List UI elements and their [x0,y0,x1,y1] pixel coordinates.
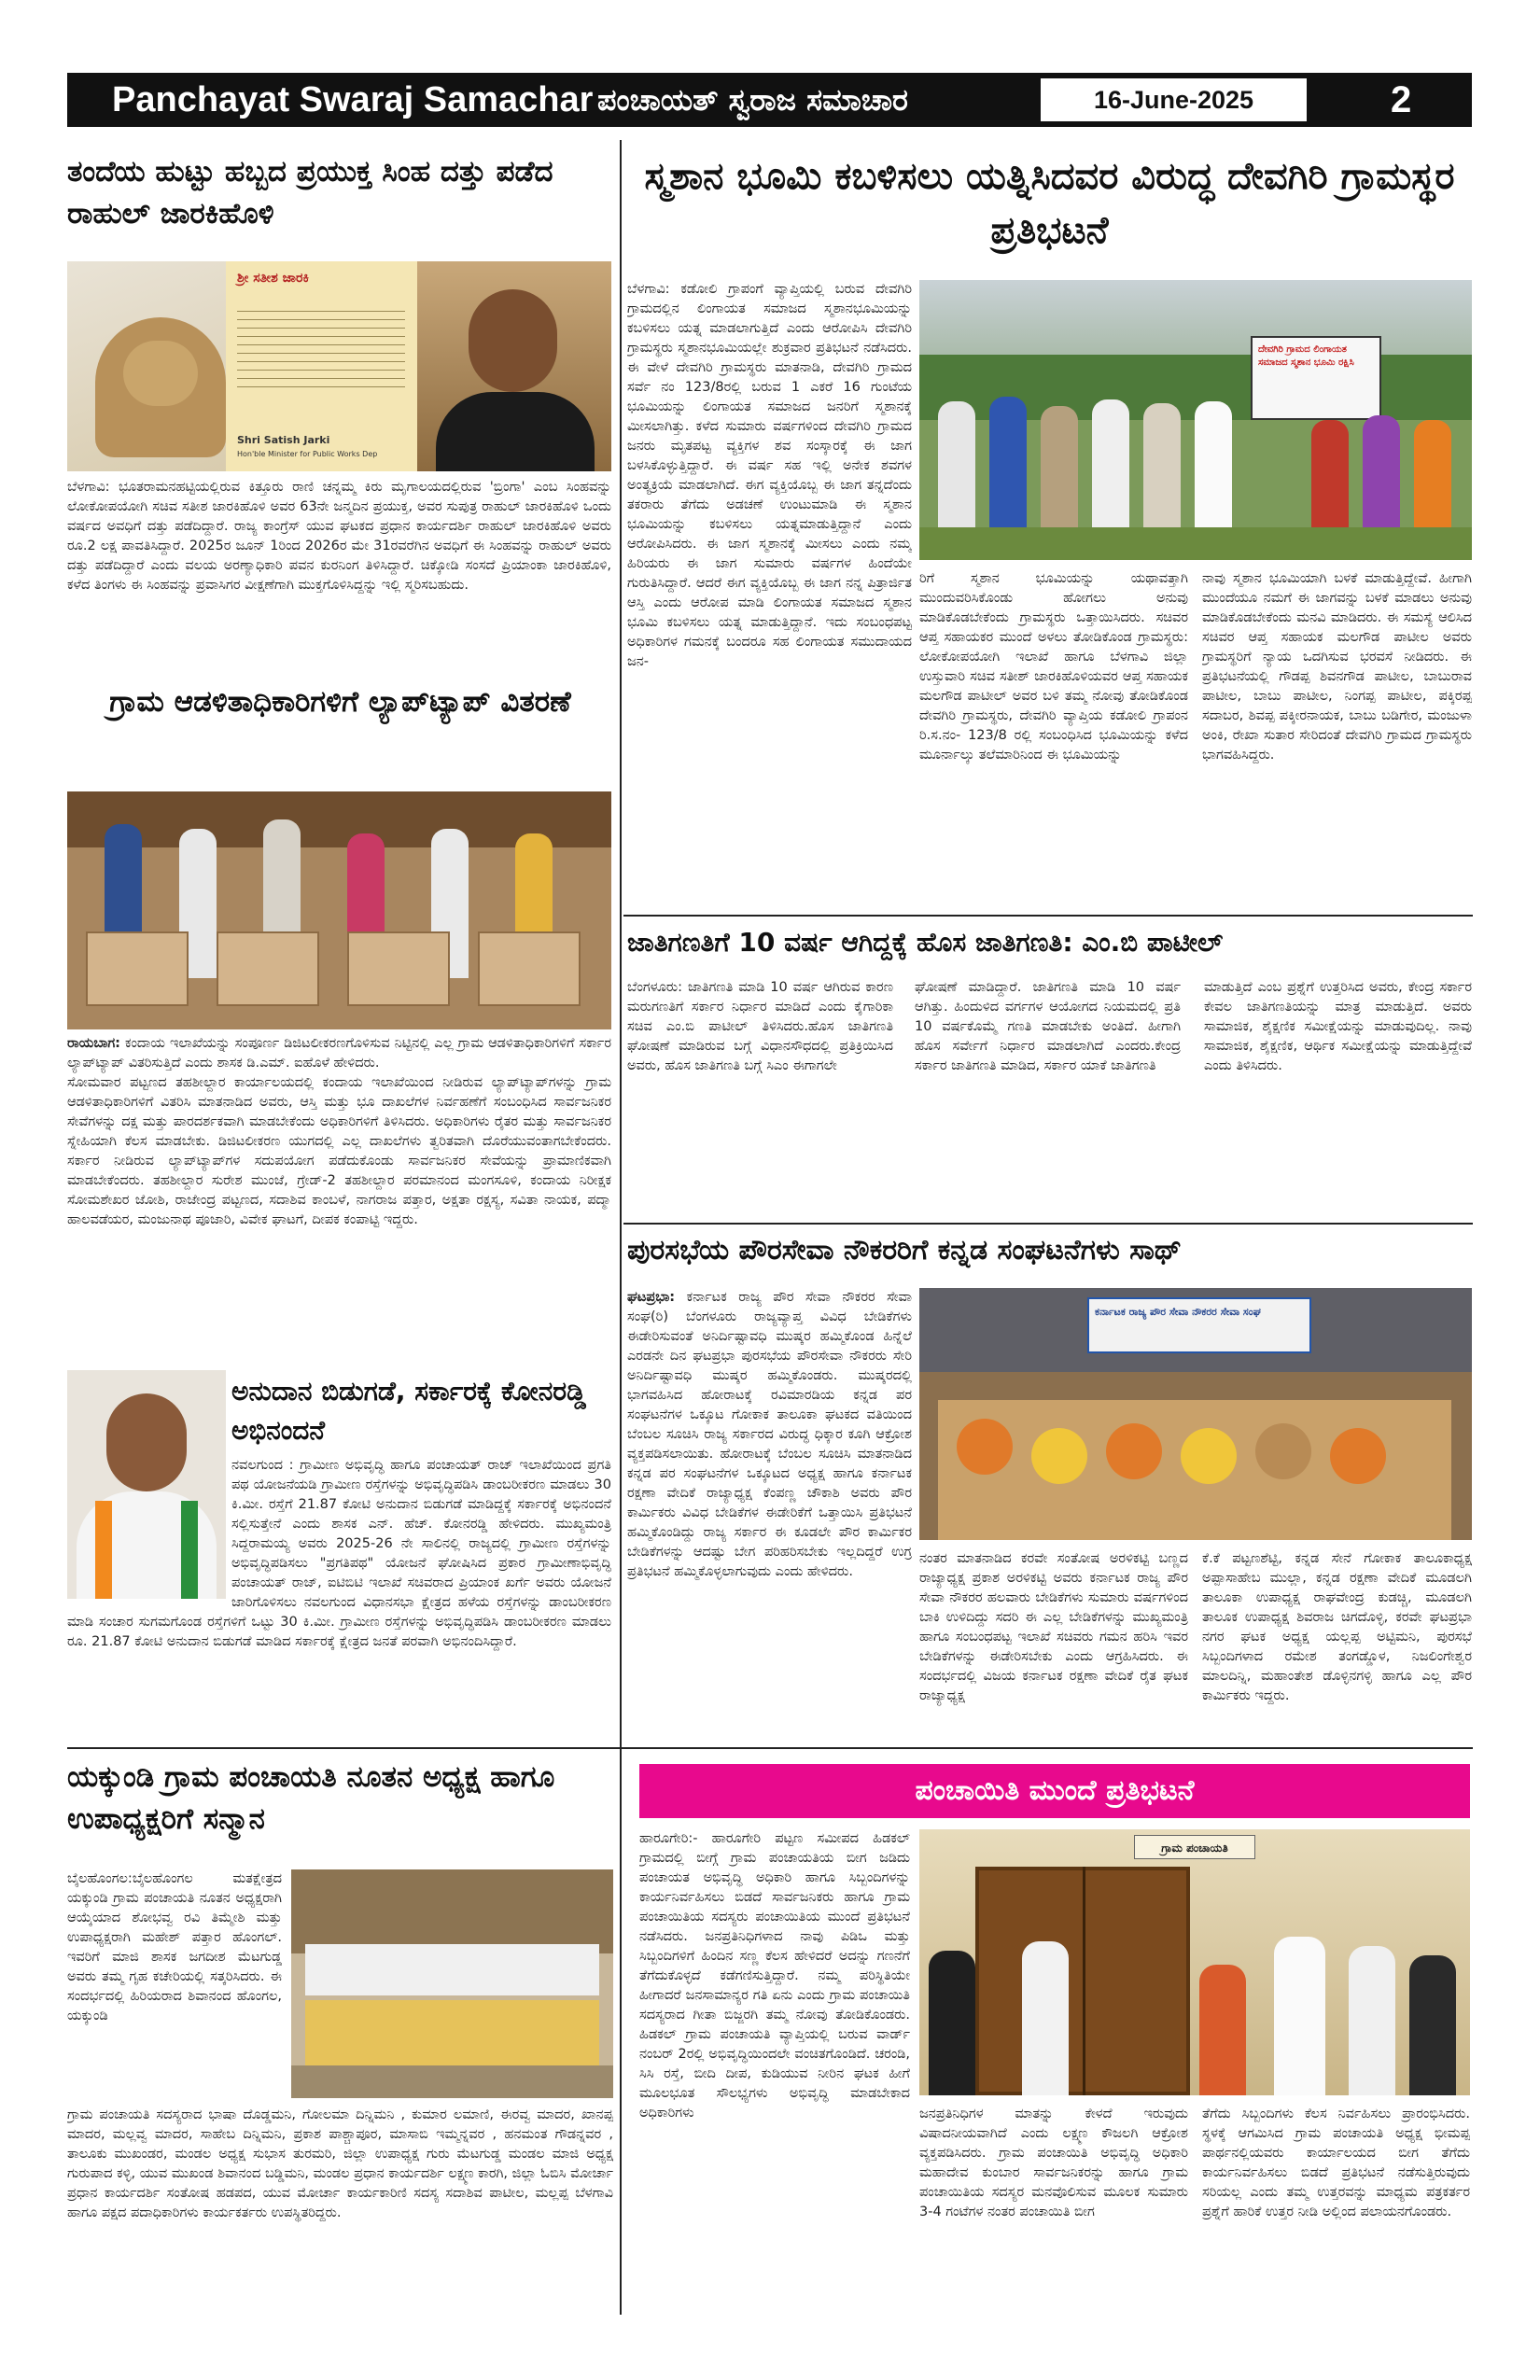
protest-banner: ದೇವಗಿರಿ ಗ್ರಾಮದ ಲಿಂಗಾಯತ ಸಮಾಜದ ಸ್ಮಶಾನ ಭೂಮಿ ರಕ್ಷಿಸಿ [1251,336,1381,420]
body-panchayat-col2: ಜನಪ್ರತಿನಿಧಿಗಳ ಮಾತನ್ನು ಕೇಳದೆ ಇರುವುದು ವಿಷಾದನೀಯವಾಗಿದೆ ಎಂದು ಲಕ್ಷ್ಮಣ ಕೌಜಲಗಿ ಆಕ್ರೋಶ ವ್ಯಕ್ತಪಡಿಸಿದರು. ಗ್ರಾಮ ಪಂಚಾಯಿತಿ ಅಭಿವೃದ್ಧಿ ಅಧಿಕಾರಿ ಮಹಾದೇವ ಕುಂಬಾರ ಸಾರ್ವಜನಿಕರನ್ನು ಹಾಗೂ ಗ್ರಾಮ ಪಂಚಾಯಿತಿಯ ಸದಸ್ಯರ ಮನವೊಲಿಸುವ ಮೂಲಕ ಸುಮಾರು 3-4 ಗಂಟೆಗಳ ನಂತರ ಪಂಚಾಯಿತಿ ಬೀಗ [919,2107,1188,2219]
section-divider [623,1223,1473,1225]
person-figure [1041,406,1078,532]
body-lion-adoption: ಬೆಳಗಾವಿ: ಭೂತರಾಮನಹಟ್ಟಿಯಲ್ಲಿರುವ ಕಿತ್ತೂರು ರಾಣಿ ಚನ್ನಮ್ಮ ಕಿರು ಮೃಗಾಲಯದಲ್ಲಿರುವ 'ಬ್ರಿಂಗಾ' ಎಂಬ ಸಿಂಹವನ್ನು ಲೋಕೋಪಯೋಗಿ ಸಚಿವ ಸತೀಶ ಜಾರಕಿಹೊಳಿ ಅವರ 63ನೇ ಜನ್ಮದಿನ ಪ್ರಯುಕ್ತ, ಅವರ ಸುಪುತ್ರ ರಾಹುಲ್ ಜಾರಕಿಹೊಳಿ ಒಂದು ವರ್ಷದ ಅವಧಿಗೆ ದತ್ತು ಪಡೆದಿದ್ದಾರೆ. ರಾಜ್ಯ ಕಾಂಗ್ರೆಸ್ ಯುವ ಘಟಕದ ಪ್ರಧಾನ ಕಾರ್ಯದರ್ಶಿ ರಾಹುಲ್ ಜಾರಕಿಹೊಳಿ ಅವರು ರೂ.2 ಲಕ್ಷ ಪಾವತಿಸಿದ್ದಾರೆ. 2025ರ ಜೂನ್ 1ರಿಂದ 2026ರ ಮೇ 31ರವರೆಗಿನ ಅವಧಿಗೆ ಈ ಸಿಂಹವನ್ನು ರಾಹುಲ್ ಅವರು ದತ್ತು ಪಡೆದಿದ್ದಾರೆ ಎಂದು ವಲಯ ಅರಣ್ಯಾಧಿಕಾರಿ ಪವನ ಕುರನಿಂಗ ತಿಳಿಸಿದ್ದಾರೆ. ಚಿಕ್ಕೋಡಿ ಸಂಸದೆ ಪ್ರಿಯಾಂಕಾ ಜಾರಕಿಹೊಳಿ, ಕಳೆದ ತಿಂಗಳು ಈ ಸಿಂಹವನ್ನು ಪ್ರವಾಸಿಗರ ವೀಕ್ಷಣೆಗಾಗಿ ಮುಕ್ತಗೊಳಿಸಿದ್ದನ್ನು ಇಲ್ಲಿ ಸ್ಮರಿಸಬಹುದು. [67,480,611,593]
portrait-rahul [417,261,611,471]
body-census-col1: ಬೆಂಗಳೂರು: ಜಾತಿಗಣತಿ ಮಾಡಿ 10 ವರ್ಷ ಆಗಿರುವ ಕಾರಣ ಮರುಗಣತಿಗೆ ಸರ್ಕಾರ ನಿರ್ಧಾರ ಮಾಡಿದೆ ಎಂದು ಕೈಗಾರಿಕಾ ಸಚಿವ ಎಂ.ಬಿ ಪಾಟೀಲ್ ತಿಳಿಸಿದರು.ಹೊಸ ಜಾತಿಗಣತಿ ಘೋಷಣೆ ಮಾಡಿರುವ ಬಗ್ಗೆ ವಿಧಾನಸೌಧದಲ್ಲಿ ಪ್ರತಿಕ್ರಿಯಿಸಿದ ಅವರು, ಹೊಸ ಜಾತಿಗಣತಿ ಬಗ್ಗೆ ಸಿಎಂ ಈಗಾಗಲೇ [627,980,893,1073]
office-sign: ಗ್ರಾಮ ಪಂಚಾಯತಿ [1134,1835,1255,1859]
person-figure [1409,1955,1456,2095]
person-figure [1363,415,1400,532]
person-figure [1143,403,1181,532]
person-figure [938,401,975,532]
door-split [1083,1867,1085,2095]
person-figure [1195,401,1232,532]
photo-laptop-distribution [67,791,611,1029]
portrait-face [469,289,557,392]
poster-line-1: ಶ್ರೀ ಸತೀಶ ಜಾರಕಿ [237,271,309,286]
person-figure [1330,1428,1386,1484]
section-divider [623,915,1473,917]
laptop-box [217,931,319,1006]
person-figure [1106,1423,1162,1479]
poster-line-3: Hon'ble Minister for Public Works Dep [237,450,378,458]
photo-lion-poster [67,261,611,471]
photo-ground [919,527,1472,560]
person-figure [989,397,1027,532]
caption-lead: ರಾಯಬಾಗ: [67,1036,120,1051]
person-figure [957,1419,1013,1475]
photo-yakkundi-felicitation [291,1869,613,2098]
person-figure [1255,1423,1311,1479]
laptop-box [347,931,450,1006]
headline-laptop: ಗ್ರಾಮ ಆಡಳಿತಾಧಿಕಾರಿಗಳಿಗೆ ಲ್ಯಾಪ್‌ಟ್ಯಾಪ್ ವಿತರಣೆ [109,685,571,719]
person-figure [929,1951,975,2095]
body-panchayat-col1: ಹಾರೂಗೇರಿ:- ಹಾರೂಗೇರಿ ಪಟ್ಟಣ ಸಮೀಪದ ಹಿಡಕಲ್ ಗ್ರಾಮದಲ್ಲಿ ಬೀಗ್ಗೆ ಗ್ರಾಮ ಪಂಚಾಯತಿಯ ಬೀಗ ಜಡಿದು ಪಂಚಾಯತ ಅಭಿವೃದ್ಧಿ ಅಧಿಕಾರಿ ಹಾಗೂ ಸಿಬ್ಬಂದಿಗಳನ್ನು ಕಾರ್ಯನಿರ್ವಹಿಸಲು ಬಿಡದೆ ಸಾರ್ವಜನಿಕರು ಹಾಗೂ ಗ್ರಾಮ ಪಂಚಾಯಿತಿಯ ಸದಸ್ಯರು ಪಂಚಾಯಿತಿಯ ಮುಂದೆ ಪ್ರತಿಭಟನೆ ನಡೆಸಿದರು. ಜನಪ್ರತಿನಿಧಿಗಳಾದ ನಾವು ಪಿಡಿಒ ಮತ್ತು ಸಿಬ್ಬಂದಿಗಳಿಗೆ ಹಿಂದಿನ ಸಣ್ಣ ಕೆಲಸ ಹೇಳಿದರೆ ಅದನ್ನು ಗಣನೆಗೆ ತೆಗೆದುಕೊಳ್ಳದೆ ಕಡೆಗಣಿಸುತ್ತಿದ್ದಾರೆ. ನಮ್ಮ ಪರಿಸ್ಥಿತಿಯೇ ಹೀಗಾದರೆ ಜನಸಾಮಾನ್ಯರ ಗತಿ ಏನು ಎಂದು ಗ್ರಾಮ ಪಂಚಾಯಿತಿ ಸದಸ್ಯರಾದ ಗೀತಾ ಬಿಜ್ಜರಗಿ ತಮ್ಮ ನೋವು ತೋಡಿಕೊಂಡರು. ಹಿಡಕಲ್ ಗ್ರಾಮ ಪಂಚಾಯತಿ ವ್ಯಾಪ್ತಿಯಲ್ಲಿ ಬರುವ ವಾರ್ಡ್ ನಂಬರ್ 2ರಲ್ಲಿ ಅಭಿವೃದ್ಧಿಯಿಂದಲೇ ವಂಚಿತಗೊಂಡಿದೆ. ಚರಂಡಿ, ಸಿಸಿ ರಸ್ತೆ, ಬೀದಿ ದೀಪ, ಕುಡಿಯುವ ನೀರಿನ ಘಟಕ ಹೀಗೆ ಮೂಲಭೂತ ಸೌಲಭ್ಯಗಳು ಅಭಿವೃದ್ಧಿ ಮಾಡಬೇಕಾದ ಅಧಿಕಾರಿಗಳು [639,1831,910,2121]
laptop-box [478,931,581,1006]
caption-laptop [67,1034,611,1073]
body-laptop: ಸೋಮವಾರ ಪಟ್ಟಣದ ತಹಶೀಲ್ದಾರ ಕಾರ್ಯಾಲಯದಲ್ಲಿ ಕಂದಾಯ ಇಲಾಖೆಯಿಂದ ನೀಡಿರುವ ಲ್ಯಾಪ್‌ಟ್ಯಾಪ್‌ಗಳನ್ನು ಗ್ರಾಮ ಆಡಳಿತಾಧಿಕಾರಿಗಳಿಗೆ ವಿತರಿಸಿ ಮಾತನಾಡಿದ ಅವರು, ಆಸ್ತಿ ಮತ್ತು ಭೂ ದಾಖಲೆಗಳ ನಿರ್ವಹಣೆಗೆ ಸಂಬಂಧಿಸಿದ ಸಾರ್ವಜನಿಕರ ಸೇವೆಗಳನ್ನು ದಕ್ಷ ಮತ್ತು ಪಾರದರ್ಶಕವಾಗಿ ಮಾಡಬೇಕೆಂದು ಅಧಿಕಾರಿಗಳಿಗೆ ತಿಳಿಸಿದರು. ಅಧಿಕಾರಿಗಳು ರೈತರ ಮತ್ತು ಸಾರ್ವಜನಿಕರ ಸ್ನೇಹಿಯಾಗಿ ಕೆಲಸ ಮಾಡಬೇಕು. ಡಿಜಿಟಲೀಕರಣ ಯುಗದಲ್ಲಿ ಎಲ್ಲ ದಾಖಲೆಗಳು ತ್ವರಿತವಾಗಿ ದೊರೆಯುವಂತಾಗಬೇಕೆಂದರು. ಸರ್ಕಾರ ನೀಡಿರುವ ಲ್ಯಾಪ್‌ಟ್ಯಾಪ್‌ಗಳ ಸದುಪಯೋಗ ಪಡೆದುಕೊಂಡು ಸಾರ್ವಜನಿಕರ ಸೇವೆಯನ್ನು ಪ್ರಾಮಾಣಿಕವಾಗಿ ಮಾಡಬೇಕೆಂದರು. ತಹಶೀಲ್ದಾರ ಸುರೇಶ ಮುಂಜೆ, ಗ್ರೇಡ್-2 ತಹಶೀಲ್ದಾರ ಪರಮಾನಂದ ಮಂಗಸೂಳಿ, ಕಂದಾಯ ನಿರೀಕ್ಷಕ ಸೋಮಶೇಖರ ಜೋಶಿ, ರಾಜೇಂದ್ರ ಪಟ್ಟಣದ, ಸದಾಶಿವ ಕಾಂಬಳೆ, ನಾಗರಾಜ ಪತ್ತಾರ, ಅಕ್ಷತಾ ರಕ್ಷಸ್ಯ, ಸವಿತಾ ನಾಯಕ, ಪದ್ಮಾ ಹಾಲವಡೆಯರ, ಮಂಜುನಾಥ ಪೂಜಾರಿ, ವಿವೇಕ ಘಾಟಗೆ, ದೀಪಕ ಕಂಪಾಟ್ಟಿ ಇದ್ದರು. [67,1075,611,1227]
masthead-title-kn: ಪಂಚಾಯತ್ ಸ್ವರಾಜ ಸಮಾಚಾರ [597,82,908,118]
municipal-text: ಕರ್ನಾಟಕ ರಾಜ್ಯ ಪೌರ ಸೇವಾ ನೌಕರರ ಸೇವಾ ಸಂಘ(ರಿ) ಬೆಂಗಳೂರು ರಾಜ್ಯವ್ಯಾಪ್ತ ವಿವಿಧ ಬೇಡಿಕೆಗಳು ಈಡೇರಿಸುವಂತೆ ಅನಿರ್ದಿಷ್ಟಾವಧಿ ಮುಷ್ಕರ ಹಮ್ಮಿಕೊಂಡ ಹಿನ್ನೆಲೆ ಎರಡನೇ ದಿನ ಘಟಪ್ರಭಾ ಪುರಸಭೆಯ ಪೌರಸೇವಾ ನೌಕರರು ಸೇರಿ ಅನಿರ್ದಿಷ್ಟಾವಧಿ ಮುಷ್ಕರ ಹಮ್ಮಿಕೊಂಡರು. ಮುಷ್ಕರದಲ್ಲಿ ಭಾಗವಹಿಸಿದ ಹೋರಾಟಕ್ಕೆ ರವಿಮಾರಡಿಯ ಕನ್ನಡ ಪರ ಸಂಘಟನೆಗಳ ಒಕ್ಕೂಟ ಗೋಕಾಕ ತಾಲೂಕಾ ಘಟಕದ ವತಿಯಿಂದ ಬೆಂಬಲ ಸೂಚಿಸಿ ರಾಜ್ಯ ಸರ್ಕಾರದ ವಿರುದ್ಧ ಧಿಕ್ಕಾರ ಕೂಗಿ ಆಕ್ರೋಶ ವ್ಯಕ್ತಪಡಿಸಲಾಯಿತು. ಹೋರಾಟಕ್ಕೆ ಬೆಂಬಲ ಸೂಚಿಸಿ ಮಾತನಾಡಿದ ಕನ್ನಡ ಪರ ಸಂಘಟನೆಗಳ ಒಕ್ಕೂಟದ ಅಧ್ಯಕ್ಷ ಹಾಗೂ ಕರ್ನಾಟಕ ರಕ್ಷಣಾ ವೇದಿಕೆ ರಾಜ್ಯಾಧ್ಯಕ್ಷ ಕೆಂಪಣ್ಣ ಚೌಕಾಶಿ ಅವರು ಪೌರ ಕಾರ್ಮಿಕರು ವಿವಿಧ ಬೇಡಿಕೆಗಳ ಈಡೇರಿಕೆಗೆ ಒತ್ತಾಯಿಸಿ ಪ್ರತಿಭಟನೆ ಹಮ್ಮಿಕೊಂಡಿದ್ದು ರಾಜ್ಯ ಸರ್ಕಾರ ಈ ಕೂಡಲೇ ಪೌರ ಕಾರ್ಮಿಕರ ಬೇಡಿಕೆಗಳನ್ನು ಆದಷ್ಟು ಬೇಗ ಪರಿಹರಿಸಬೇಕು ಇಲ್ಲದಿದ್ದರೆ ಉಗ್ರ ಪ್ರತಿಭಟನೆ ಹಮ್ಮಿಕೊಳ್ಳಲಾಗುವುದು ಎಂದು ಹೇಳಿದರು. [627,1290,912,1579]
person-figure [1349,1946,1395,2095]
grant-text: ನವಲಗುಂದ : ಗ್ರಾಮೀಣ ಅಭಿವೃದ್ಧಿ ಹಾಗೂ ಪಂಚಾಯತ್ ರಾಜ್ ಇಲಾಖೆಯಿಂದ ಪ್ರಗತಿ ಪಥ ಯೋಜನೆಯಡಿ ಗ್ರಾಮೀಣ ರಸ್ತೆಗಳನ್ನು ಅಭಿವೃದ್ಧಿಪಡಿಸಿ ಡಾಂಬರೀಕರಣ ಮಾಡಲು 30 ಕಿ.ಮೀ. ರಸ್ತೆಗೆ 21.87 ಕೋಟಿ ಅನುದಾನ ಬಿಡುಗಡೆ ಮಾಡಿದ್ದಕ್ಕೆ ಸರ್ಕಾರಕ್ಕೆ ಅಭಿನಂದನೆ ಸಲ್ಲಿಸುತ್ತೇನೆ ಎಂದು ಶಾಸಕ ಎನ್. ಹೆಚ್. ಕೋನರಡ್ಡಿ ಹೇಳಿದರು. ಮುಖ್ಯಮಂತ್ರಿ ಸಿದ್ದರಾಮಯ್ಯ ಅವರು 2025-26 ನೇ ಸಾಲಿನಲ್ಲಿ ರಾಜ್ಯದಲ್ಲಿ ಗ್ರಾಮೀಣ ರಸ್ತೆಗಳನ್ನು ಅಭಿವೃದ್ಧಿಪಡಿಸಲು "ಪ್ರಗತಿಪಥ" ಯೋಜನೆ ಘೋಷಿಸಿದ ಪ್ರಕಾರ ಗ್ರಾಮೀಣಾಭಿವೃದ್ಧಿ ಪಂಚಾಯತ್ ರಾಜ್, ಐಟಿಬಿಟಿ ಇಲಾಖೆ ಸಚಿವರಾದ ಪ್ರಿಯಾಂಕ ಖರ್ಗೆ ಅವರು ಯೋಜನೆ ಜಾರಿಗೊಳಿಸಲು ನವಲಗುಂದ ವಿಧಾನಸಭಾ ಕ್ಷೇತ್ರದ ಹಳೆಯ ರಸ್ತೆಗಳನ್ನು ಡಾಂಬರೀಕರಣ ಮಾಡಿ ಸಂಚಾರ ಸುಗಮಗೊಂಡ ರಸ್ತೆಗಳಿಗೆ ಒಟ್ಟು 30 ಕಿ.ಮೀ. ಗ್ರಾಮೀಣ ರಸ್ತೆಗಳನ್ನು ಅಭಿವೃದ್ಧಿಪಡಿಸಿ ಡಾಂಬರೀಕರಣ ಮಾಡಲು ರೂ. 21.87 ಕೋಟಿ ಅನುದಾನ ಬಿಡುಗಡೆ ಮಾಡಿದ ಸರ್ಕಾರಕ್ಕೆ ಕ್ಷೇತ್ರದ ಜನತೆ ಪರವಾಗಿ ಅಭಿನಂದಿಸಿದ್ದಾರೆ. [67,1458,611,1649]
portrait-suit [436,392,595,471]
person-figure [1031,1428,1087,1484]
poster-line-2: Shri Satish Jarki [237,434,330,446]
person-figure [1181,1428,1237,1484]
photo-panchayat-office [919,1829,1470,2095]
body-municipal-col1 [627,1288,912,1731]
laptop-box [86,931,189,1006]
person-figure [1199,1965,1246,2095]
column-divider [620,140,622,2315]
headline-census: ಜಾತಿಗಣತಿಗೆ 10 ವರ್ಷ ಆಗಿದ್ದಕ್ಕೆ ಹೊಸ ಜಾತಿಗಣತಿ: ಎಂ.ಬಿ ಪಾಟೀಲ್ [627,927,1224,958]
issue-date: 16-June-2025 [1041,78,1307,121]
headline-grant: ಅನುದಾನ ಬಿಡುಗಡೆ, ಸರ್ಕಾರಕ್ಕೆ ಕೋನರಡ್ಡಿ ಅಭಿನಂದನೆ [231,1376,586,1446]
photo-cemetery-protest [919,280,1472,560]
headline-municipal: ಪುರಸಭೆಯ ಪೌರಸೇವಾ ನೌಕರರಿಗೆ ಕನ್ನಡ ಸಂಘಟನೆಗಳು ಸಾಥ್ [627,1234,1182,1267]
photo-background [291,1869,613,1953]
body-municipal-col2: ನಂತರ ಮಾತನಾಡಿದ ಕರವೇ ಸಂತೋಷ ಅರಳಿಕಟ್ಟಿ ಬಣ್ಣದ ರಾಜ್ಯಾಧ್ಯಕ್ಷ ಪ್ರಕಾಶ ಅರಳಿಕಟ್ಟಿ ಅವರು ಕರ್ನಾಟಕ ರಾಜ್ಯ ಪೌರ ಸೇವಾ ನೌಕರರ ಹಲವಾರು ಬೇಡಿಕೆಗಳು ಸುಮಾರು ವರ್ಷಗಳಿಂದ ಬಾಕಿ ಉಳಿದಿದ್ದು ಸದರಿ ಈ ಎಲ್ಲ ಬೇಡಿಕೆಗಳನ್ನು ಮುಖ್ಯಮಂತ್ರಿ ಹಾಗೂ ಸಂಬಂಧಪಟ್ಟ ಇಲಾಖೆ ಸಚಿವರು ಗಮನ ಹರಿಸಿ ಇವರ ಬೇಡಿಕೆಗಳನ್ನು ಈಡೇರಿಸಬೇಕು ಎಂದು ಆಗ್ರಹಿಸಿದರು. ಈ ಸಂದರ್ಭದಲ್ಲಿ ವಿಜಯ ಕರ್ನಾಟಕ ರಕ್ಷಣಾ ವೇದಿಕೆ ರೈತ ಘಟಕ ರಾಜ್ಯಾಧ್ಯಕ್ಷ [919,1551,1188,1703]
body-grant [67,1456,611,1741]
body-census-col3: ಮಾಡುತ್ತಿದೆ ಎಂಬ ಪ್ರಶ್ನೆಗೆ ಉತ್ತರಿಸಿದ ಅವರು, ಕೇಂದ್ರ ಸರ್ಕಾರ ಕೇವಲ ಜಾತಿಗಣತಿಯನ್ನು ಮಾತ್ರ ಮಾಡುತ್ತಿದೆ. ಅವರು ಸಾಮಾಜಿಕ, ಶೈಕ್ಷಣಿಕ ಸಮೀಕ್ಷೆಯನ್ನು ಮಾಡುವುದಿಲ್ಲ. ನಾವು ಸಾಮಾಜಿಕ, ಶೈಕ್ಷಣಿಕ, ಆರ್ಥಿಕ ಸಮೀಕ್ಷೆಯನ್ನು ಮಾಡುತ್ತಿದ್ದೇವೆ ಎಂದು ತಿಳಿಸಿದರು. [1204,980,1472,1073]
body-cemetery-col3: ನಾವು ಸ್ಮಶಾನ ಭೂಮಿಯಾಗಿ ಬಳಕೆ ಮಾಡುತ್ತಿದ್ದೇವೆ. ಹೀಗಾಗಿ ಮುಂದೆಯೂ ನಮಗೆ ಈ ಜಾಗವನ್ನು ಬಳಕೆ ಮಾಡಲು ಅನುವು ಮಾಡಿಕೊಡಬೇಕೆಂದು ಮನವಿ ಮಾಡಿದರು. ಈ ಸಮಸ್ಯೆ ಆಲಿಸಿದ ಸಚಿವರ ಆಪ್ತ ಸಹಾಯಕ ಮಲಗೌಡ ಪಾಟೀಲ ಅವರು ಗ್ರಾಮಸ್ಥರಿಗೆ ನ್ಯಾಯ ಒದಗಿಸುವ ಭರವಸೆ ನೀಡಿದರು. ಈ ಪ್ರತಿಭಟನೆಯಲ್ಲಿ ಗೌಡಪ್ಪ ಶಿವನಗೌಡ ಪಾಟೀಲ, ಬಾಬುರಾವ ಪಾಟೀಲ, ಬಾಬು ಪಾಟೀಲ, ನಿಂಗಪ್ಪ ಪಾಟೀಲ, ಪಕ್ಕಿರಪ್ಪ ಸದಾಬರ, ಶಿವಪ್ಪ ಪಕ್ಕೀರನಾಯಕ, ಬಾಬು ಬಡಿಗೇರ, ಮಂಜುಳಾ ಅಂಕಿ, ರೇಖಾ ಸುತಾರ ಸೇರಿದಂತೆ ದೇವಗಿರಿ ಗ್ರಾಮದ ಗ್ರಾಮಸ್ಥರು ಭಾಗವಹಿಸಿದ್ದರು. [1202,571,1472,763]
headline-lion-adoption: ತಂದೆಯ ಹುಟ್ಟು ಹಬ್ಬದ ಪ್ರಯುಕ್ತ ಸಿಂಹ ದತ್ತು ಪಡೆದ ರಾಹುಲ್ ಜಾರಕಿಹೊಳಿ [67,155,553,231]
caption-text: ಕಂದಾಯ ಇಲಾಖೆಯನ್ನು ಸಂಪೂರ್ಣ ಡಿಜಿಟಲೀಕರಣಗೊಳಿಸುವ ನಿಟ್ಟಿನಲ್ಲಿ ಎಲ್ಲ ಗ್ರಾಮ ಆಡಳಿತಾಧಿಕಾರಿಗಳಿಗೆ ಸರ್ಕಾರ ಲ್ಯಾಪ್‌ಟ್ಯಾಪ್ ವಿತರಿಸುತ್ತಿದೆ ಎಂದು ಶಾಸಕ ಡಿ.ಎಮ್. ಐಹೊಳೆ ಹೇಳಿದರು. [67,1036,611,1071]
person-figure [1414,420,1451,532]
people-front-row [305,2000,599,2065]
masthead-title-en: Panchayat Swaraj Samachar [112,80,594,119]
body-yakkundi-col1: ಬೈಲಹೊಂಗಲ:ಬೈಲಹೊಂಗಲ ಮತಕ್ಷೇತ್ರದ ಯಕ್ಕುಂಡಿ ಗ್ರಾಮ ಪಂಚಾಯತಿ ನೂತನ ಅಧ್ಯಕ್ಷರಾಗಿ ಆಯ್ಕೆಯಾದ ಶೋಭವ್ವ ರವಿ ತಿಮ್ಮೇಶಿ ಮತ್ತು ಉಪಾಧ್ಯಕ್ಷರಾಗಿ ಮಹೇಶ್ ಪತ್ತಾರ ಹೊಂಗಲ್. ಇವರಿಗೆ ಮಾಜಿ ಶಾಸಕ ಜಗದೀಶ ಮೆಟಗುಡ್ಡ ಅವರು ತಮ್ಮ ಗೃಹ ಕಚೇರಿಯಲ್ಲಿ ಸತ್ಕರಿಸಿದರು. ಈ ಸಂದರ್ಭದಲ್ಲಿ ಹಿರಿಯರಾದ ಶಿವಾನಂದ ಹೊಂಗಲ, ಯಕ್ಕುಂಡಿ [67,1871,282,2023]
people-back-row [305,1944,599,1995]
float-spacer [67,1456,231,1602]
municipal-lead: ಘಟಪ್ರಭಾ: [627,1290,676,1305]
person-figure [1022,1941,1069,2095]
body-cemetery-col2: ರಿಗೆ ಸ್ಮಶಾನ ಭೂಮಿಯನ್ನು ಯಥಾವತ್ತಾಗಿ ಮುಂದುವರಿಸಿಕೊಂಡು ಹೋಗಲು ಅನುವು ಮಾಡಿಕೊಡಬೇಕೆಂದು ಗ್ರಾಮಸ್ಥರು ಒತ್ತಾಯಿಸಿದರು. ಸಚಿವರ ಆಪ್ತ ಸಹಾಯಕರ ಮುಂದೆ ಅಳಲು ತೋಡಿಕೊಂಡ ಗ್ರಾಮಸ್ಥರು: ಲೋಕೋಪಯೋಗಿ ಇಲಾಖೆ ಹಾಗೂ ಬೆಳಗಾವಿ ಜಿಲ್ಲಾ ಉಸ್ತುವಾರಿ ಸಚಿವ ಸತೀಶ್ ಜಾರಕಿಹೊಳಿಯವರ ಆಪ್ತ ಸಹಾಯಕ ಮಲಗೌಡ ಪಾಟೀಲ್ ಅವರ ಬಳಿ ತಮ್ಮ ನೋವು ತೋಡಿಕೊಂಡ ದೇವಗಿರಿ ಗ್ರಾಮಸ್ಥರು, ದೇವಗಿರಿ ವ್ಯಾಪ್ತಿಯ ಕಡೋಲಿ ಗ್ರಾಪಂನ ರಿ.ಸ.ನಂ- 123/8 ರಲ್ಲಿ ಸಂಬಂಧಿಸಿದ ಭೂಮಿಯನ್ನು ಕಳೆದ ಮೂರ್ನಾಲ್ಕು ತಲೆಮಾರಿನಿಂದ ಈ ಭೂಮಿಯನ್ನು [919,571,1188,763]
person-figure [1311,420,1349,532]
body-yakkundi: ಗ್ರಾಮ ಪಂಚಾಯತಿ ಸದಸ್ಯರಾದ ಭಾಷಾ ದೊಡ್ಡಮನಿ, ಗೋಲಮಾ ದಿನ್ನಿಮನಿ , ಕುಮಾರ ಲಮಾಣಿ, ಈರವ್ವ ಮಾದರ, ಖಾನಪ್ಪ ಮಾದರ, ಮಲ್ಲವ್ವ ಮಾದರ, ಸಾಹೇಬ ದಿನ್ನಿಮನಿ, ಪ್ರಕಾಶ ಪಾಶ್ಚಾಪೂರ, ಮಾಸಾಬಿ ಇಮ್ಮನ್ನವರ , ಹನಮಂತ ಗೌಡನ್ನವರ , ತಾಲೂಕು ಮುಖಂಡರ, ಮಂಡಲ ಅಧ್ಯಕ್ಷ ಸುಭಾಸ ತುರಮರಿ, ಜಿಲ್ಲಾ ಉಪಾಧ್ಯಕ್ಷ ಗುರು ಮೆಟಗುಡ್ಡ ಮಂಡಲ ಮಾಜಿ ಅಧ್ಯಕ್ಷ ಗುರುಪಾದ ಕಳ್ಳಿ, ಯುವ ಮುಖಂಡ ಶಿವಾನಂದ ಬಡ್ಡಿಮನಿ, ಮಂಡಲ ಪ್ರಧಾನ ಕಾರ್ಯದರ್ಶಿ ಲಕ್ಷ್ಮಣ ಕಾರಗಿ, ಜಿಲ್ಲಾ ಓಬಿಸಿ ಮೋರ್ಚಾ ಪ್ರಧಾನ ಕಾರ್ಯದರ್ಶಿ ಸಂತೋಷ ಹಡಪದ, ಯುವ ಮೋರ್ಚಾ ಕಾರ್ಯಕಾರಿಣಿ ಸದಸ್ಯ ಸದಾಶಿವ ಪಾಟೀಲ, ಮಲ್ಲಪ್ಪ ಬೆಳಗಾವಿ ಹಾಗೂ ಪಕ್ಷದ ಪದಾಧಿಕಾರಿಗಳು ಕಾರ್ಯಕರ್ತರು ಉಪಸ್ಥಿತರಿದ್ದರು. [67,2107,613,2220]
photo-municipal-strike [919,1288,1472,1540]
headline-yakkundi: ಯಕ್ಕುಂಡಿ ಗ್ರಾಮ ಪಂಚಾಯತಿ ನೂತನ ಅಧ್ಯಕ್ಷ ಹಾಗೂ ಉಪಾಧ್ಯಕ್ಷರಿಗೆ ಸನ್ಮಾನ [67,1760,555,1836]
body-cemetery-col1: ಬೆಳಗಾವಿ: ಕಡೋಲಿ ಗ್ರಾಪಂಗೆ ವ್ಯಾಪ್ತಿಯಲ್ಲಿ ಬರುವ ದೇವಗಿರಿ ಗ್ರಾಮದಲ್ಲಿನ ಲಿಂಗಾಯತ ಸಮಾಜದ ಸ್ಮಶಾನಭೂಮಿಯನ್ನು ಕಬಳಿಸಲು ಯತ್ನ ಮಾಡಲಾಗುತ್ತಿದೆ ಎಂದು ಆರೋಪಿಸಿ ದೇವಗಿರಿ ಗ್ರಾಮಸ್ಥರು ಸ್ಮಶಾನಭೂಮಿಯಲ್ಲೇ ಶುಕ್ರವಾರ ಪ್ರತಿಭಟನೆ ನಡೆಸಿದರು. ಈ ವೇಳೆ ದೇವಗಿರಿ ಗ್ರಾಮಸ್ಥರು ಮಾತನಾಡಿ, ದೇವಗಿರಿ ಗ್ರಾಮದ ಸರ್ವೆ ನಂ 123/8ರಲ್ಲಿ ಬರುವ 1 ಎಕರೆ 16 ಗುಂಟೆಯ ಭೂಮಿಯನ್ನು ಲಿಂಗಾಯತ ಸಮಾಜದ ಜನರಿಗೆ ಸ್ಮಶಾನಕ್ಕೆ ಮೀಸಲಾಗಿತ್ತು. ಕಳೆದ ಸುಮಾರು ವರ್ಷಗಳಿಂದ ದೇವಗಿರಿ ಗ್ರಾಮದ ಜನರು ಮೃತಪಟ್ಟ ವ್ಯಕ್ತಿಗಳ ಶವ ಸಂಸ್ಕಾರಕ್ಕೆ ಈ ಜಾಗ ಬಳಸಿಕೊಳ್ಳುತ್ತಿದ್ದಾರೆ. ಈ ವರ್ಷ ಸಹ ಇಲ್ಲಿ ಅನೇಕ ಶವಗಳ ಅಂತ್ಯಕ್ರಿಯೆ ಮಾಡಲಾಗಿದೆ. ಈಗ ವ್ಯಕ್ತಿಯೊಬ್ಬ ಈ ಜಾಗ ತನ್ನದೆಂದು ತಕರಾರು ತೆಗೆದು ಅಡಚಣೆ ಉಂಟುಮಾಡಿ ಈ ಸ್ಮಶಾನ ಭೂಮಿಯನ್ನು ಕಬಳಿಸಲು ಯತ್ನಮಾಡುತ್ತಿದ್ದಾನೆ ಎಂದು ಆರೋಪಿಸಿದರು. ಈ ಜಾಗ ಸ್ಮಶಾನಕ್ಕೆ ಮೀಸಲು ಎಂದು ನಮ್ಮ ಹಿರಿಯರು ಈ ಜಾಗ ಸುಮಾರು ವರ್ಷಗಳ ಹಿಂದೆಯೇ ಗುರುತಿಸಿದ್ದಾರೆ. ಆದರೆ ಈಗ ವ್ಯಕ್ತಿಯೊಬ್ಬ ಈ ಜಾಗ ನನ್ನ ಪಿತ್ರಾರ್ಜಿತ ಆಸ್ತಿ ಎಂದು ಆರೋಪ ಮಾಡಿ ಲಿಂಗಾಯತ ಸಮಾಜದ ಸ್ಮಶಾನ ಭೂಮಿ ಕಬಳಿಸಲು ಯತ್ನ ಮಾಡುತ್ತಿದ್ದಾನೆ. ಇದು ಸಂಬಂಧಪಟ್ಟ ಅಧಿಕಾರಿಗಳ ಗಮನಕ್ಕೆ ಬಂದರೂ ಸಹ ಲಿಂಗಾಯತ ಸಮುದಾಯದ ಜನ- [627,282,912,669]
headline-panchayat-protest: ಪಂಚಾಯಿತಿ ಮುಂದೆ ಪ್ರತಿಭಟನೆ [639,1764,1470,1818]
body-census-col2: ಘೋಷಣೆ ಮಾಡಿದ್ದಾರೆ. ಜಾತಿಗಣತಿ ಮಾಡಿ 10 ವರ್ಷ ಆಗಿತ್ತು. ಹಿಂದುಳಿದ ವರ್ಗಗಳ ಆಯೋಗದ ನಿಯಮದಲ್ಲಿ ಪ್ರತಿ 10 ವರ್ಷಕೊಮ್ಮೆ ಗಣತಿ ಮಾಡಬೇಕು ಅಂತಿದೆ. ಹೀಗಾಗಿ ಹೊಸ ಸರ್ವೇಗೆ ನಿರ್ಧಾರ ಮಾಡಲಾಗಿದೆ ಎಂದರು.ಕೇಂದ್ರ ಸರ್ಕಾರ ಜಾತಿಗಣತಿ ಮಾಡಿದ, ಸರ್ಕಾರ ಯಾಕೆ ಜಾತಿಗಣತಿ [915,980,1181,1073]
poster-panel [226,261,417,471]
strike-banner: ಕರ್ನಾಟಕ ರಾಜ್ಯ ಪೌರ ಸೇವಾ ನೌಕರರ ಸೇವಾ ಸಂಘ [1087,1297,1311,1353]
person-figure [1092,399,1129,532]
headline-cemetery: ಸ್ಮಶಾನ ಭೂಮಿ ಕಬಳಿಸಲು ಯತ್ನಿಸಿದವರ ವಿರುದ್ಧ ದೇವಗಿರಿ ಗ್ರಾಮಸ್ಥರ ಪ್ರತಿಭಟನೆ [644,155,1455,252]
section-divider [67,1747,1473,1749]
lion-face [123,341,198,406]
photo-floor [291,2065,613,2098]
poster-fine-print [237,303,405,387]
body-panchayat-col3: ತೆಗೆದು ಸಿಬ್ಬಂದಿಗಳು ಕೆಲಸ ನಿರ್ವಹಿಸಲು ಪ್ರಾರಂಭಿಸಿದರು. ಸ್ಥಳಕ್ಕೆ ಆಗಮಿಸಿದ ಗ್ರಾಮ ಪಂಚಾಯತಿ ಅಧ್ಯಕ್ಷ ಭೀಮಪ್ಪ ಪಾರ್ಥನಲ್ಲಿಯವರು ಕಾರ್ಯಾಲಯದ ಬೀಗ ತೆಗೆದು ಕಾರ್ಯನಿರ್ವಹಿಸಲು ಬಿಡದೆ ಪ್ರತಿಭಟನೆ ನಡೆಸುತ್ತಿರುವುದು ಸರಿಯಲ್ಲ ಎಂದು ತಮ್ಮ ಉತ್ತರವನ್ನು ಮಾಧ್ಯಮ ಪತ್ರಕರ್ತರ ಪ್ರಶ್ನೆಗೆ ಹಾರಿಕೆ ಉತ್ತರ ನೀಡಿ ಅಲ್ಲಿಂದ ಪಲಾಯನಗೊಂಡರು. [1202,2107,1470,2219]
body-municipal-col3: ಕೆ.ಕೆ ಪಟ್ಟಣಶೆಟ್ಟಿ, ಕನ್ನಡ ಸೇನೆ ಗೋಕಾಕ ತಾಲೂಕಾಧ್ಯಕ್ಷ ಅಪ್ಪಾಸಾಹೇಬ ಮುಲ್ಲಾ, ಕನ್ನಡ ರಕ್ಷಣಾ ವೇದಿಕೆ ಮೂಡಲಗಿ ತಾಲೂಕಾ ಉಪಾಧ್ಯಕ್ಷ ರಾಘವೇಂದ್ರ ಕುಡಚ್ಚಿ, ಮೂಡಲಗಿ ತಾಲೂಕ ಉಪಾಧ್ಯಕ್ಷ ಶಿವರಾಜ ಚಿಗದೊಳ್ಳಿ, ಕರವೇ ಘಟಪ್ರಭಾ ನಗರ ಘಟಕ ಅಧ್ಯಕ್ಷ ಯಲ್ಲಪ್ಪ ಅಟ್ಟಿಮನಿ, ಪುರಸಭೆ ಸಿಬ್ಬಂದಿಗಳಾದ ರಮೇಶ ತಂಗಡ್ಡೊಳ, ನಿಜಲಿಂಗೇಶ್ವರ ಮಾಲದಿನ್ನಿ, ಮಹಾಂತೇಶ ಡೊಳ್ಳಿನಗಳ್ಳಿ ಹಾಗೂ ಎಲ್ಲ ಪೌರ ಕಾರ್ಮಿಕರು ಇದ್ದರು. [1202,1551,1472,1703]
page-number: 2 [1391,79,1412,120]
person-figure [1274,1937,1325,2095]
